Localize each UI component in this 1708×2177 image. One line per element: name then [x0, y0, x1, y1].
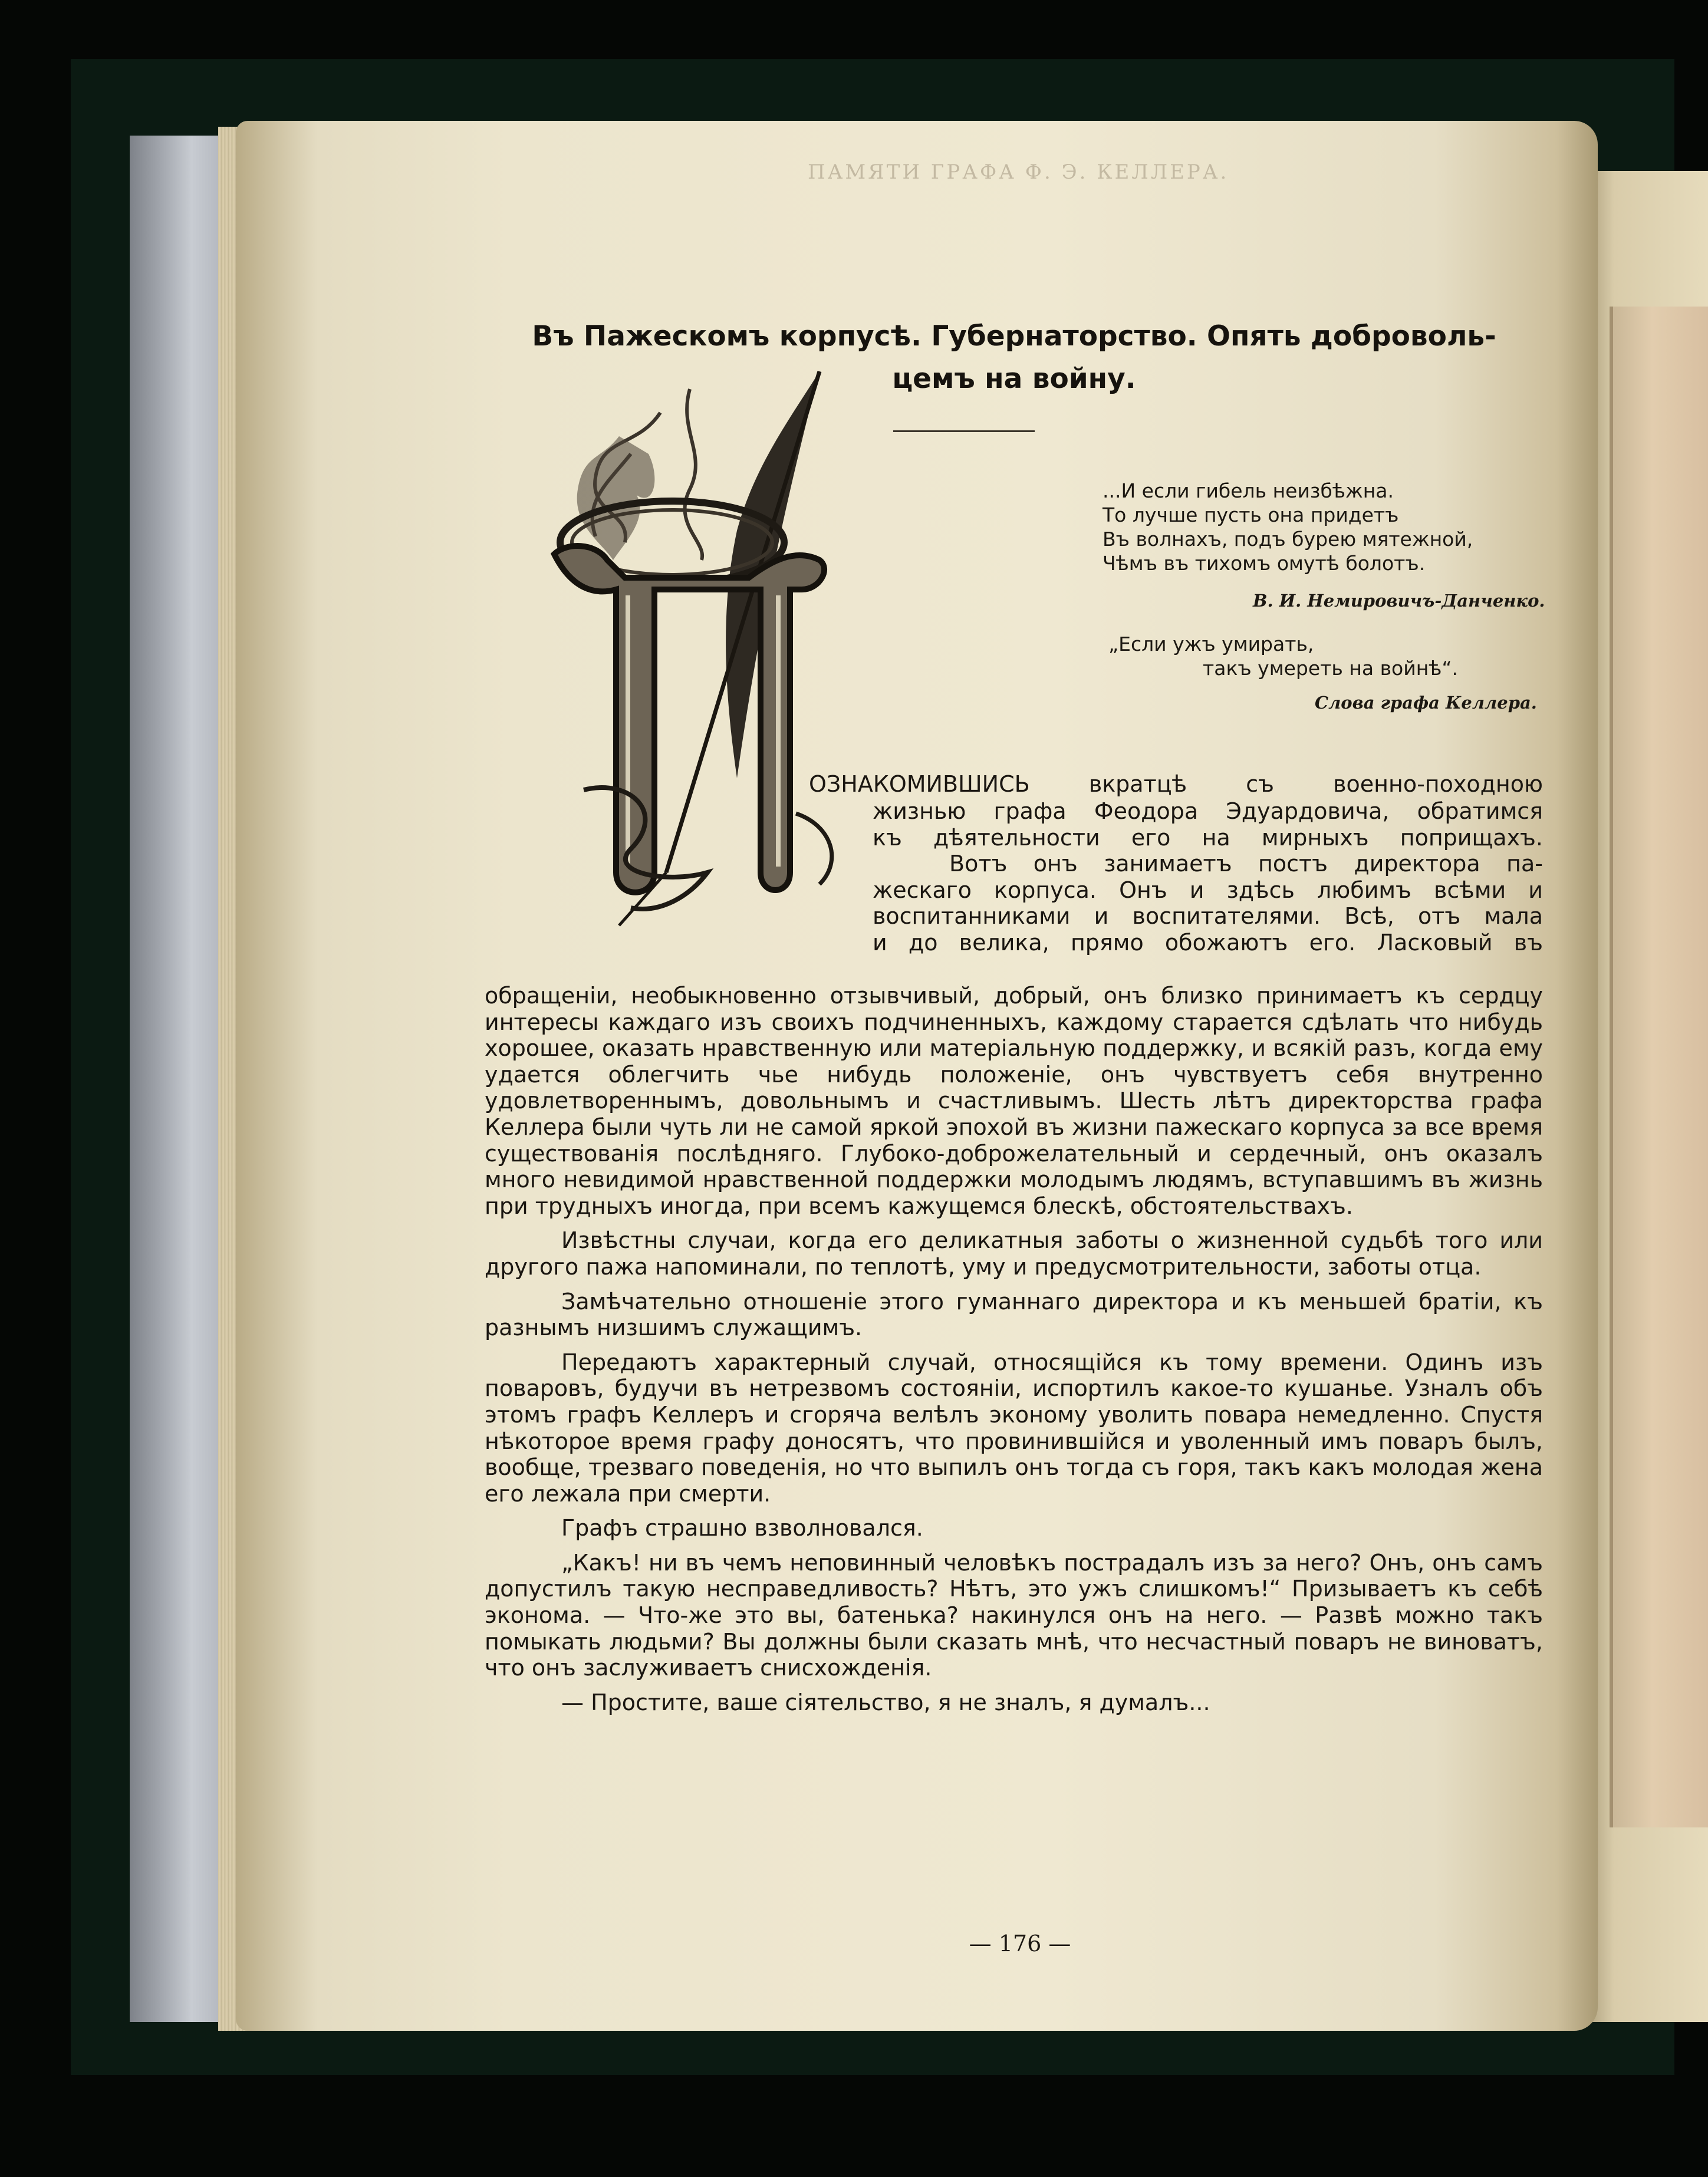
paragraph: „Какъ! ни въ чемъ неповинный человѣкъ пострадалъ изъ за него? Онъ, онъ самъ допустилъ такую несправедливость? Нѣтъ, это ужъ слишкомъ!“ Призываетъ къ себѣ эконома. — Что-же это вы, батенька? накинулся онъ на него. — Развѣ можно такъ помыкать людьми? Вы должны были сказать мнѣ, что несчастный поваръ не виноватъ, что онъ заслуживаетъ снисхожденія.	[485, 1549, 1543, 1681]
intro-first-line	[809, 771, 1543, 798]
paragraph: Извѣстны случаи, когда его деликатныя заботы о жизненной судьбѣ того или другого пажа напоминали, по теплотѣ, уму и предусмотрительности, заботы отца.	[485, 1227, 1543, 1280]
paragraph: — Простите, ваше сіятельство, я не зналъ, я думалъ...	[561, 1689, 1210, 1715]
page-number: — 176 —	[969, 1931, 1071, 1957]
text-line: жескаго корпуса. Онъ и здѣсь любимъ всѣми и	[873, 877, 1543, 903]
epigraph-2-author: Слова графа Келлера.	[1315, 693, 1537, 713]
epigraph-line: ...И если гибель неизбѣжна.	[1103, 479, 1394, 502]
text-line: воспитанниками и воспитателями. Всѣ, отъ мала	[873, 903, 1543, 930]
epigraph-line: Въ волнахъ, подъ бурею мятежной,	[1103, 528, 1473, 551]
epigraph-1	[1103, 479, 1473, 575]
paragraph: Графъ страшно взволновался.	[561, 1515, 923, 1542]
decorative-initial-illustration	[513, 365, 861, 931]
paragraph: Замѣчательно отношеніе этого гуманнаго директора и къ меньшей братіи, къ разнымъ низшимъ служащимъ.	[485, 1288, 1543, 1341]
epigraph-line: Чѣмъ въ тихомъ омутѣ болотъ.	[1103, 552, 1426, 575]
text-line: къ дѣятельности его на мирныхъ поприщахъ.	[873, 824, 1543, 851]
epigraph-line: То лучше пусть она придетъ	[1103, 503, 1399, 526]
epigraph-line: такъ умереть на войнѣ“.	[1203, 657, 1459, 680]
intro-lines	[873, 798, 1543, 956]
title-line-2: цемъ на войну.	[892, 363, 1136, 395]
epigraph-line: „Если ужъ умирать,	[1108, 633, 1314, 656]
text-line: ОЗНАКОМИВШИСЬ вкратцѣ съ военно-походною	[809, 771, 1543, 797]
epigraph-2	[1108, 632, 1458, 680]
title-rule	[893, 430, 1035, 432]
text-line: жизнью графа Феодора Эдуардовича, обратимся	[873, 798, 1543, 824]
facing-plate	[1610, 307, 1708, 1827]
book-edge	[130, 136, 218, 2022]
running-head: ПАМЯТИ ГРАФА Ф. Э. КЕЛЛЕРА.	[808, 160, 1229, 184]
title-line-1: Въ Пажескомъ корпусѣ. Губернаторство. Опять доброволь-	[532, 320, 1496, 353]
text-line: Вотъ онъ занимаетъ постъ директора па-	[949, 851, 1543, 877]
paragraph: обращеніи, необыкновенно отзывчивый, добрый, онъ близко принимаетъ къ сердцу интересы каждаго изъ своихъ подчиненныхъ, каждому старается сдѣлать что нибудь хорошее, оказать нравственную или матеріальную поддержку, и всякій разъ, когда ему удается облегчить чье нибудь положеніе, онъ чувствуетъ себя внутренно удовлетвореннымъ, довольнымъ и счастливымъ. Шесть лѣтъ директорства графа Келлера были чуть ли не самой яркой эпохой въ жизни пажескаго корпуса за все время существованія послѣдняго. Глубоко-доброжелательный и сердечный, онъ оказалъ много невидимой нравственной поддержки молодымъ людямъ, вступавшимъ въ жизнь при трудныхъ иногда, при всемъ кажущемся блескѣ, обстоятельствахъ.	[485, 983, 1543, 1219]
main-text	[485, 983, 1543, 1721]
paragraph: Передаютъ характерный случай, относящійся къ тому времени. Одинъ изъ поваровъ, будучи въ нетрезвомъ состояніи, испортилъ какое-то кушанье. Узналъ объ этомъ графъ Келлеръ и сгоряча велѣлъ эконому уволить повара немедленно. Спустя нѣкоторое время графу доносятъ, что провинившійся и уволенный имъ поваръ былъ, вообще, трезваго поведенія, но что выпилъ онъ тогда съ горя, такъ какъ молодая жена его лежала при смерти.	[485, 1349, 1543, 1507]
text-line: и до велика, прямо обожаютъ его. Ласковый въ	[873, 929, 1543, 956]
epigraph-1-author: В. И. Немировичъ-Данченко.	[1253, 591, 1545, 611]
